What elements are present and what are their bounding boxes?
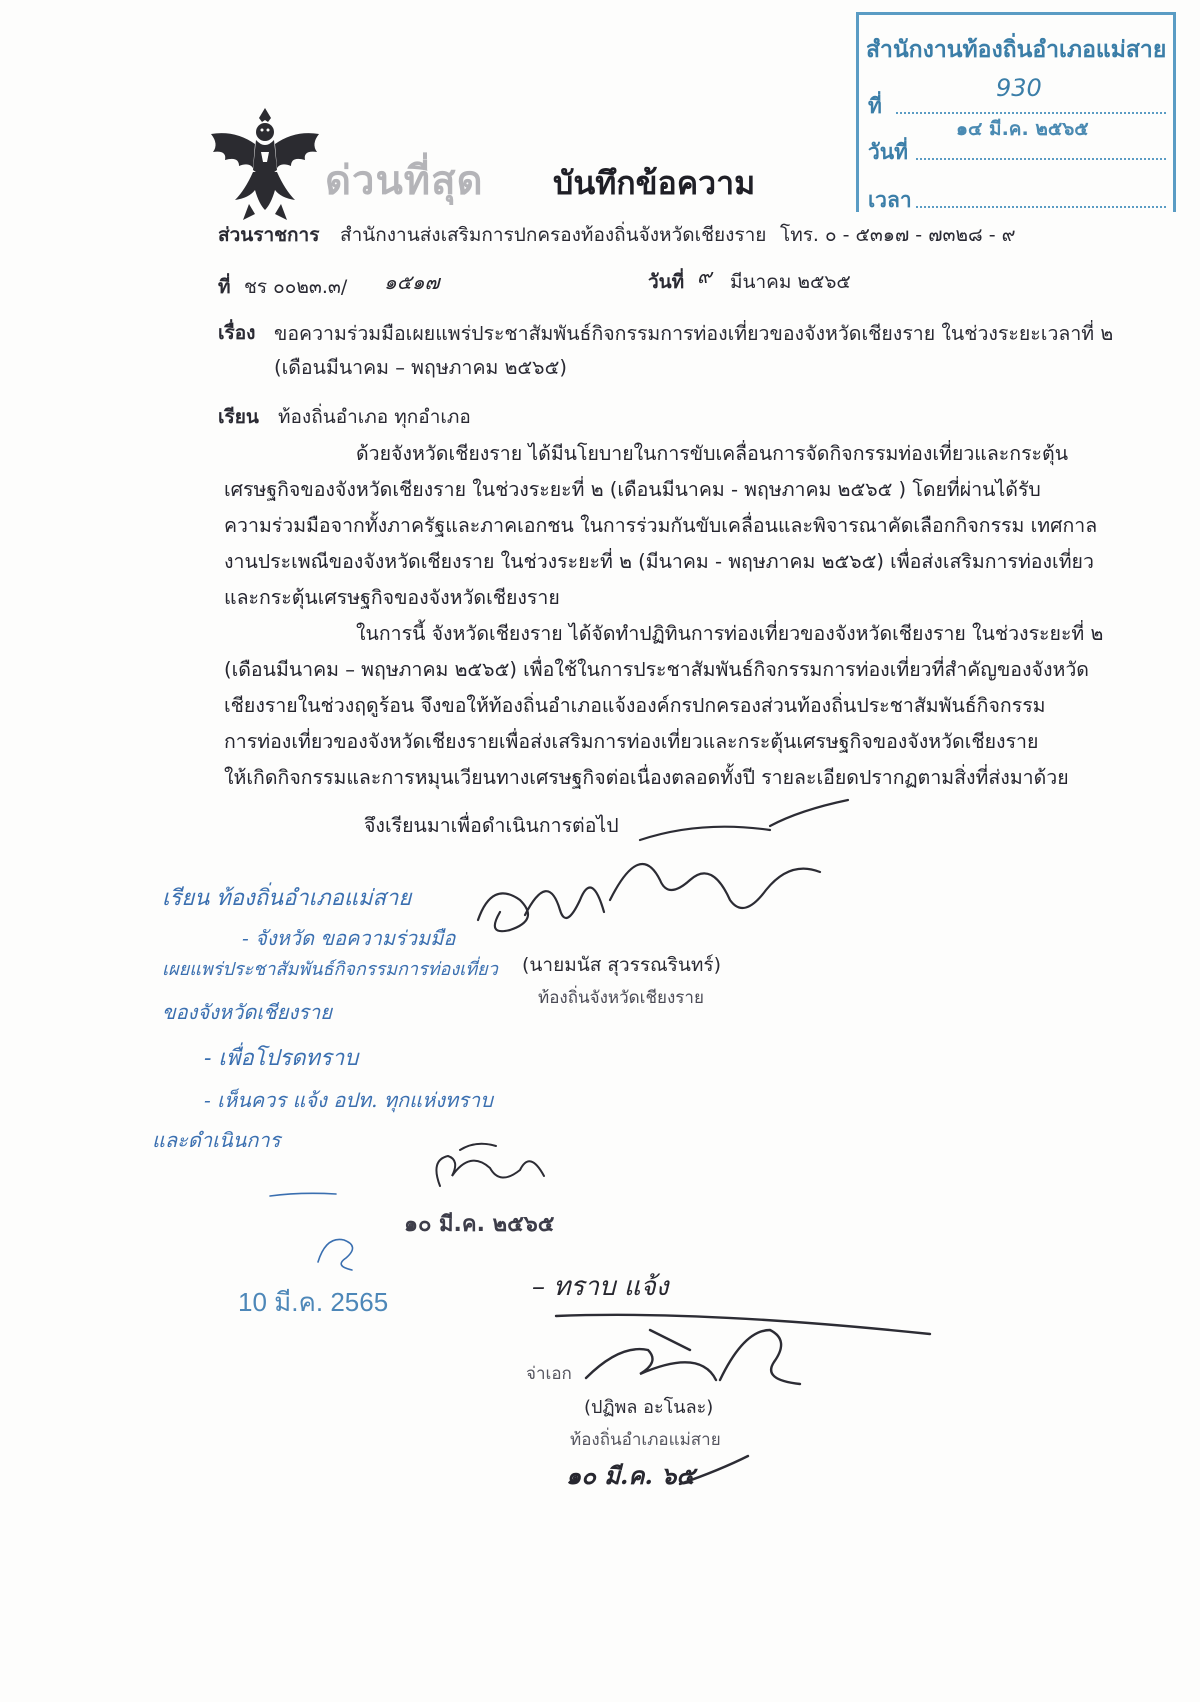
paragraph-1-line-1: ด้วยจังหวัดเชียงราย ได้มีนโยบายในการขับเคลื่อนการจัดกิจกรรมท่องเที่ยวและกระตุ้น [356, 442, 1069, 465]
second-signer-position: ท้องถิ่นอำเภอแม่สาย [570, 1430, 721, 1450]
ref-value: ชร ๐๐๒๓.๓/ [244, 276, 348, 298]
ref-label: ที่ [218, 276, 231, 298]
to-label: เรียน [218, 406, 259, 428]
received-date-stamp: 10 มี.ค. 2565 [238, 1287, 389, 1317]
note-line-7: และดำเนินการ [152, 1128, 281, 1152]
note-line-6: - เห็นควร แจ้ง อปท. ทุกแห่งทราบ [204, 1088, 493, 1112]
second-signer-rank: จ่าเอก [526, 1364, 572, 1384]
second-signer-name: (ปฏิพล อะโนละ) [584, 1397, 714, 1418]
note-line-5: - เพื่อโปรดทราบ [204, 1046, 359, 1071]
stamp-date-value: ๑๔ มี.ค. ๒๕๖๕ [956, 118, 1089, 140]
paragraph-2-line-2: (เดือนมีนาคม – พฤษภาคม ๒๕๖๕) เพื่อใช้ในการประชาสัมพันธ์กิจกรรมการท่องเที่ยวที่สำคัญของจังหวัด [224, 658, 1089, 681]
stamp-time-label: เวลา [868, 188, 912, 212]
approval-date-stamp: ๑๐ มี.ค. ๒๕๖๕ [404, 1212, 555, 1237]
approval-signature [436, 1144, 544, 1186]
paragraph-2-line-1: ในการนี้ จังหวัดเชียงราย ได้จัดทำปฏิทินการท่องเที่ยวของจังหวัดเชียงราย ในช่วงระยะที่ ๒ [356, 622, 1104, 645]
date-day: ๙ [697, 264, 712, 288]
note-line-1: เรียน ท้องถิ่นอำเภอแม่สาย [162, 886, 412, 911]
paragraph-1-line-2: เศรษฐกิจของจังหวัดเชียงราย ในช่วงระยะที่ ๒ (เดือนมีนาคม - พฤษภาคม ๒๕๖๕ ) โดยที่ผ่านได้รับ [224, 478, 1041, 501]
closing-line: จึงเรียนมาเพื่อดำเนินการต่อไป [364, 814, 619, 837]
second-signer-date-handwritten: ๑๐ มี.ค. ๖๕ [566, 1461, 695, 1490]
agency-phone: โทร. ๐ - ๕๓๑๗ - ๗๓๒๘ - ๙ [780, 224, 1016, 246]
stamp-office-name: สำนักงานท้องถิ่นอำเภอแม่สาย [866, 37, 1167, 63]
subject-line-1: ขอความร่วมมือเผยแพร่ประชาสัมพันธ์กิจกรรมการท่องเที่ยวของจังหวัดเชียงราย ในช่วงระยะเวลาที่ ๒ [274, 322, 1114, 345]
paragraph-1-line-5: และกระตุ้นเศรษฐกิจของจังหวัดเชียงราย [224, 586, 560, 609]
note-line-4: ของจังหวัดเชียงราย [162, 1000, 332, 1024]
order-handwritten: – ทราบ แจ้ง [532, 1272, 669, 1302]
urgency-label: ด่วนที่สุด [325, 157, 484, 204]
signer-position: ท้องถิ่นจังหวัดเชียงราย [538, 988, 704, 1008]
subject-line-2: (เดือนมีนาคม – พฤษภาคม ๒๕๖๕) [274, 356, 567, 379]
agency-value: สำนักงานส่งเสริมการปกครองท้องถิ่นจังหวัดเชียงราย [340, 224, 767, 246]
signer-name: (นายมนัส สุวรรณรินทร์) [522, 954, 721, 976]
note-line-3: เผยแพร่ประชาสัมพันธ์กิจกรรมการท่องเที่ยว [162, 959, 498, 980]
paragraph-2-line-5: ให้เกิดกิจกรรมและการหมุนเวียนทางเศรษฐกิจต่อเนื่องตลอดทั้งปี รายละเอียดปรากฏตามสิ่งที่ส่งมาด้วย [224, 766, 1069, 789]
note-strokes [270, 1193, 353, 1270]
note-line-2: - จังหวัด ขอความร่วมมือ [242, 926, 456, 950]
date-label: วันที่ [648, 271, 685, 293]
paragraph-2-line-4: การท่องเที่ยวของจังหวัดเชียงรายเพื่อส่งเสริมการท่องเที่ยวและกระตุ้นเศรษฐกิจของจังหวัดเชียงราย [224, 730, 1039, 753]
paragraph-1-line-3: ความร่วมมือจากทั้งภาครัฐและภาคเอกชน ในการร่วมกันขับเคลื่อนและพิจารณาคัดเลือกกิจกรรม เทศกาล [224, 514, 1098, 537]
garuda-emblem-icon [205, 100, 325, 225]
agency-label: ส่วนราชการ [218, 224, 320, 246]
ref-number-handwritten: ๑๕๑๗ [384, 270, 440, 294]
subject-label: เรื่อง [218, 322, 256, 344]
memo-title: บันทึกข้อความ [553, 164, 756, 202]
to-value: ท้องถิ่นอำเภอ ทุกอำเภอ [278, 406, 471, 428]
paragraph-2-line-3: เชียงรายในช่วงฤดูร้อน จึงขอให้ท้องถิ่นอำเภอแจ้งองค์กรปกครองส่วนท้องถิ่นประชาสัมพันธ์กิจกรรม [224, 694, 1046, 717]
stamp-number-label: ที่ [868, 94, 882, 118]
stamp-date-label: วันที่ [868, 140, 908, 164]
receiving-stamp [856, 12, 1176, 212]
stamp-number-value: 930 [996, 74, 1042, 102]
paragraph-1-line-4: งานประเพณีของจังหวัดเชียงราย ในช่วงระยะที่ ๒ (มีนาคม - พฤษภาคม ๒๕๖๕) เพื่อส่งเสริมการท่องเที่ยว [224, 550, 1094, 573]
date-rest: มีนาคม ๒๕๖๕ [730, 271, 851, 293]
